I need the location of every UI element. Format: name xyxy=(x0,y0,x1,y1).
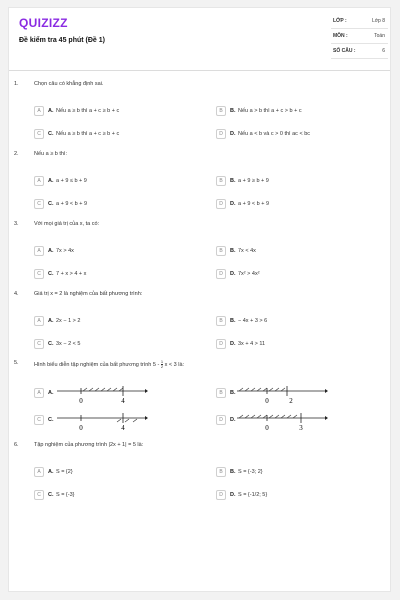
meta-key: MÔN : xyxy=(333,33,348,39)
option-text: 7 + x > 4 + x xyxy=(56,271,87,277)
meta-table xyxy=(331,14,388,59)
option-letter-box: B xyxy=(216,467,226,477)
option-text: a + 9 < b + 9 xyxy=(238,201,270,207)
quizizz-logo: QUIZIZZ xyxy=(19,16,68,30)
worksheet-header xyxy=(9,8,390,70)
option-label: A. xyxy=(48,108,54,114)
option-text: 3x + 4 > 11 xyxy=(238,341,266,347)
question-number: 2. xyxy=(14,151,19,157)
question-number: 6. xyxy=(14,442,19,448)
option-label: C. xyxy=(48,131,54,137)
tick-label: 0 xyxy=(265,397,269,405)
option-text: a + 9 ≤ b + 9 xyxy=(56,178,87,184)
option-text: Nếu a ≥ b thì a + c ≥ b + c xyxy=(56,108,120,114)
stem-text: x < 3 là: xyxy=(164,361,185,368)
option-letter-box: B xyxy=(216,388,226,398)
question-number: 3. xyxy=(14,221,19,227)
option-label: D. xyxy=(230,492,236,498)
option-letter-box: D xyxy=(216,269,226,279)
option-letter-box: B xyxy=(216,106,226,116)
option-letter-box: A xyxy=(34,467,44,477)
option-label: D. xyxy=(230,271,236,277)
meta-value: 6 xyxy=(382,48,385,54)
option-label: B. xyxy=(230,469,236,475)
option-label: C. xyxy=(48,341,54,347)
option-label: A. xyxy=(48,469,54,475)
question-stem: Tập nghiệm của phương trình |2x + 1| = 5 là: xyxy=(34,442,144,448)
tick-label: 2 xyxy=(289,397,293,405)
option-letter-box: B xyxy=(216,316,226,326)
option-letter-box: C xyxy=(34,339,44,349)
option-letter-box: B xyxy=(216,246,226,256)
question-number: 5. xyxy=(14,360,19,366)
option-letter-box: C xyxy=(34,129,44,139)
question-stem xyxy=(34,360,184,369)
option-label: B. xyxy=(230,318,236,324)
meta-value: Lớp 8 xyxy=(371,18,385,24)
tick-label: 3 xyxy=(299,424,303,432)
option-letter-box: D xyxy=(216,339,226,349)
number-line-b xyxy=(235,383,330,405)
option-text: 7x > 4x xyxy=(56,248,74,254)
option-label: A. xyxy=(48,178,54,184)
option-label: D. xyxy=(230,201,236,207)
option-text: 7x < 4x xyxy=(238,248,256,254)
option-letter-box: C xyxy=(34,269,44,279)
option-text: Nếu a < b và c > 0 thì ac < bc xyxy=(238,131,311,137)
option-label: B. xyxy=(230,248,236,254)
option-label: C. xyxy=(48,271,54,277)
option-text: S = {-1/2; 5} xyxy=(238,492,268,498)
option-label: D. xyxy=(230,341,236,347)
option-label: D. xyxy=(230,131,236,137)
meta-row-subject xyxy=(331,29,388,44)
worksheet-title: Đề kiểm tra 45 phút (Đề 1) xyxy=(19,37,105,44)
option-letter-box: D xyxy=(216,199,226,209)
option-text: a + 9 < b + 9 xyxy=(56,201,88,207)
question-stem: Với mọi giá trị của x, ta có: xyxy=(34,221,100,227)
tick-label: 4 xyxy=(121,397,125,405)
option-text: − 4x + 3 > 6 xyxy=(238,318,268,324)
number-line-a xyxy=(53,383,148,405)
option-letter-box: D xyxy=(216,129,226,139)
worksheet-page xyxy=(8,7,391,592)
option-text: S = {2} xyxy=(56,469,73,475)
option-text: 7x² > 4x² xyxy=(238,271,260,277)
tick-label: 4 xyxy=(121,424,125,432)
option-label: A. xyxy=(48,390,54,396)
option-letter-box: A xyxy=(34,388,44,398)
option-text: S = {-3} xyxy=(56,492,75,498)
question-stem: Nếu a ≥ b thì: xyxy=(34,151,67,157)
fraction-numerator: 1 xyxy=(160,359,164,364)
option-label: B. xyxy=(230,178,236,184)
meta-key: SỐ CÂU : xyxy=(333,48,356,54)
meta-row-class xyxy=(331,14,388,29)
option-letter-box: A xyxy=(34,176,44,186)
question-stem: Chọn câu có khẳng định sai. xyxy=(34,81,104,87)
tick-label: 0 xyxy=(79,424,83,432)
option-label: B. xyxy=(230,108,236,114)
option-text: 2x − 1 > 2 xyxy=(56,318,81,324)
option-text: S = {-3; 2} xyxy=(238,469,263,475)
option-label: C. xyxy=(48,492,54,498)
option-label: D. xyxy=(230,417,236,423)
option-letter-box: C xyxy=(34,490,44,500)
meta-value: Toán xyxy=(374,33,385,39)
option-letter-box: A xyxy=(34,316,44,326)
question-number: 1. xyxy=(14,81,19,87)
option-text: 3x − 2 < 5 xyxy=(56,341,81,347)
option-letter-box: A xyxy=(34,246,44,256)
question-stem: Giá trị x = 2 là nghiệm của bất phương trình: xyxy=(34,291,143,297)
option-letter-box: D xyxy=(216,415,226,425)
option-label: A. xyxy=(48,248,54,254)
stem-text: Hình biểu diễn tập nghiệm của bất phương trình 5 - xyxy=(34,361,160,368)
question-number: 4. xyxy=(14,291,19,297)
option-text: Nếu a ≥ b thì a + c ≥ b + c xyxy=(56,131,120,137)
option-text: Nếu a > b thì a + c > b + c xyxy=(238,108,302,114)
option-letter-box: C xyxy=(34,199,44,209)
option-letter-box: C xyxy=(34,415,44,425)
option-label: B. xyxy=(230,390,236,396)
number-line-c xyxy=(53,410,148,432)
option-label: C. xyxy=(48,417,54,423)
tick-label: 0 xyxy=(265,424,269,432)
option-text: a + 9 ≥ b + 9 xyxy=(238,178,269,184)
option-label: C. xyxy=(48,201,54,207)
meta-row-count xyxy=(331,44,388,59)
stem-fraction xyxy=(161,360,163,369)
meta-key: LỚP : xyxy=(333,18,347,24)
option-letter-box: D xyxy=(216,490,226,500)
fraction-denominator: 2 xyxy=(160,364,164,369)
header-divider xyxy=(9,70,390,71)
option-label: A. xyxy=(48,318,54,324)
tick-label: 0 xyxy=(79,397,83,405)
number-line-d xyxy=(235,410,330,432)
option-letter-box: B xyxy=(216,176,226,186)
option-letter-box: A xyxy=(34,106,44,116)
